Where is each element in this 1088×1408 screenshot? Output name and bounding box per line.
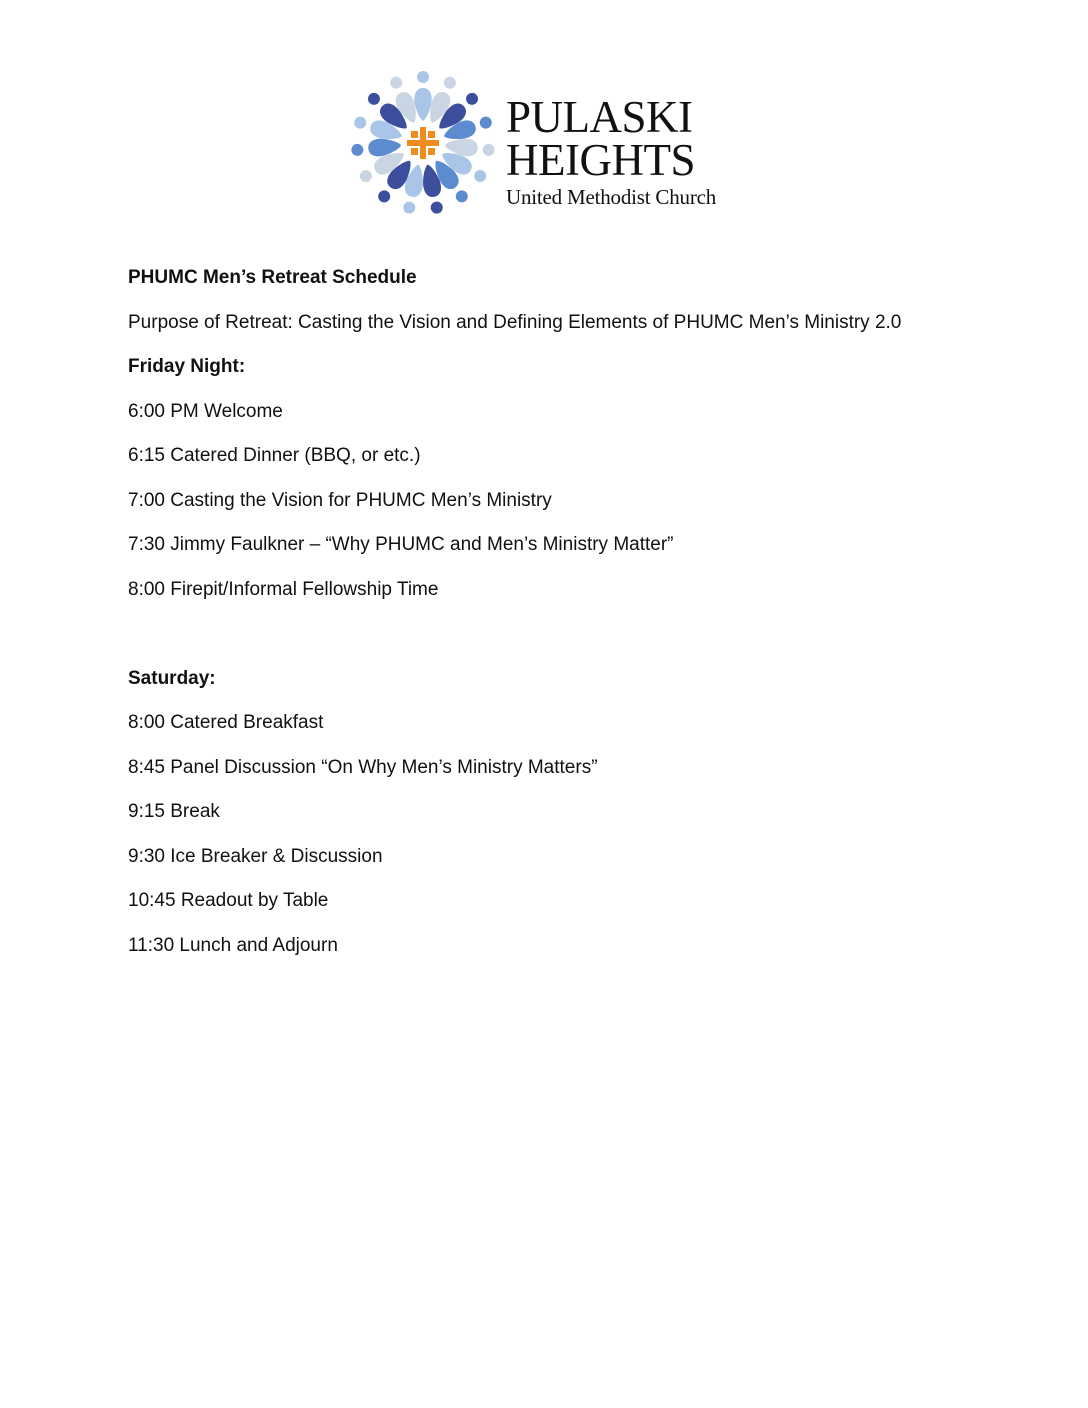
schedule-item: 7:00 Casting the Vision for PHUMC Men’s Ministry [128, 489, 552, 511]
section-heading-friday: Friday Night: [128, 356, 246, 377]
church-logo-mark [350, 70, 496, 216]
logo-subtitle: United Methodist Church [506, 185, 717, 209]
schedule-item: 6:00 PM Welcome [128, 400, 283, 422]
logo-name-line1: PULASKI [506, 92, 693, 142]
section-heading-saturday: Saturday: [128, 667, 216, 689]
schedule-item: 8:00 Firepit/Informal Fellowship Time [128, 578, 439, 600]
schedule-item: 11:30 Lunch and Adjourn [128, 934, 338, 956]
logo-name-line2: HEIGHTS [506, 135, 695, 185]
schedule-item: 6:15 Catered Dinner (BBQ, or etc.) [128, 445, 421, 466]
schedule-item: 7:30 Jimmy Faulkner – “Why PHUMC and Men’s Ministry Matter” [128, 534, 674, 555]
schedule-item: 9:30 Ice Breaker & Discussion [128, 845, 383, 867]
schedule-item: 8:45 Panel Discussion “On Why Men’s Ministry Matters” [128, 756, 598, 778]
church-logo [350, 70, 750, 218]
retreat-purpose: Purpose of Retreat: Casting the Vision and Defining Elements of PHUMC Men’s Ministry 2.0 [128, 311, 902, 333]
church-logo-text [506, 92, 717, 210]
section-spacer [128, 622, 1028, 667]
schedule-item: 10:45 Readout by Table [128, 890, 329, 911]
schedule-document [128, 266, 1028, 978]
document-title: PHUMC Men’s Retreat Schedule [128, 267, 417, 288]
logo-cross-icon [407, 127, 439, 159]
schedule-item: 8:00 Catered Breakfast [128, 712, 324, 733]
schedule-item: 9:15 Break [128, 801, 220, 822]
